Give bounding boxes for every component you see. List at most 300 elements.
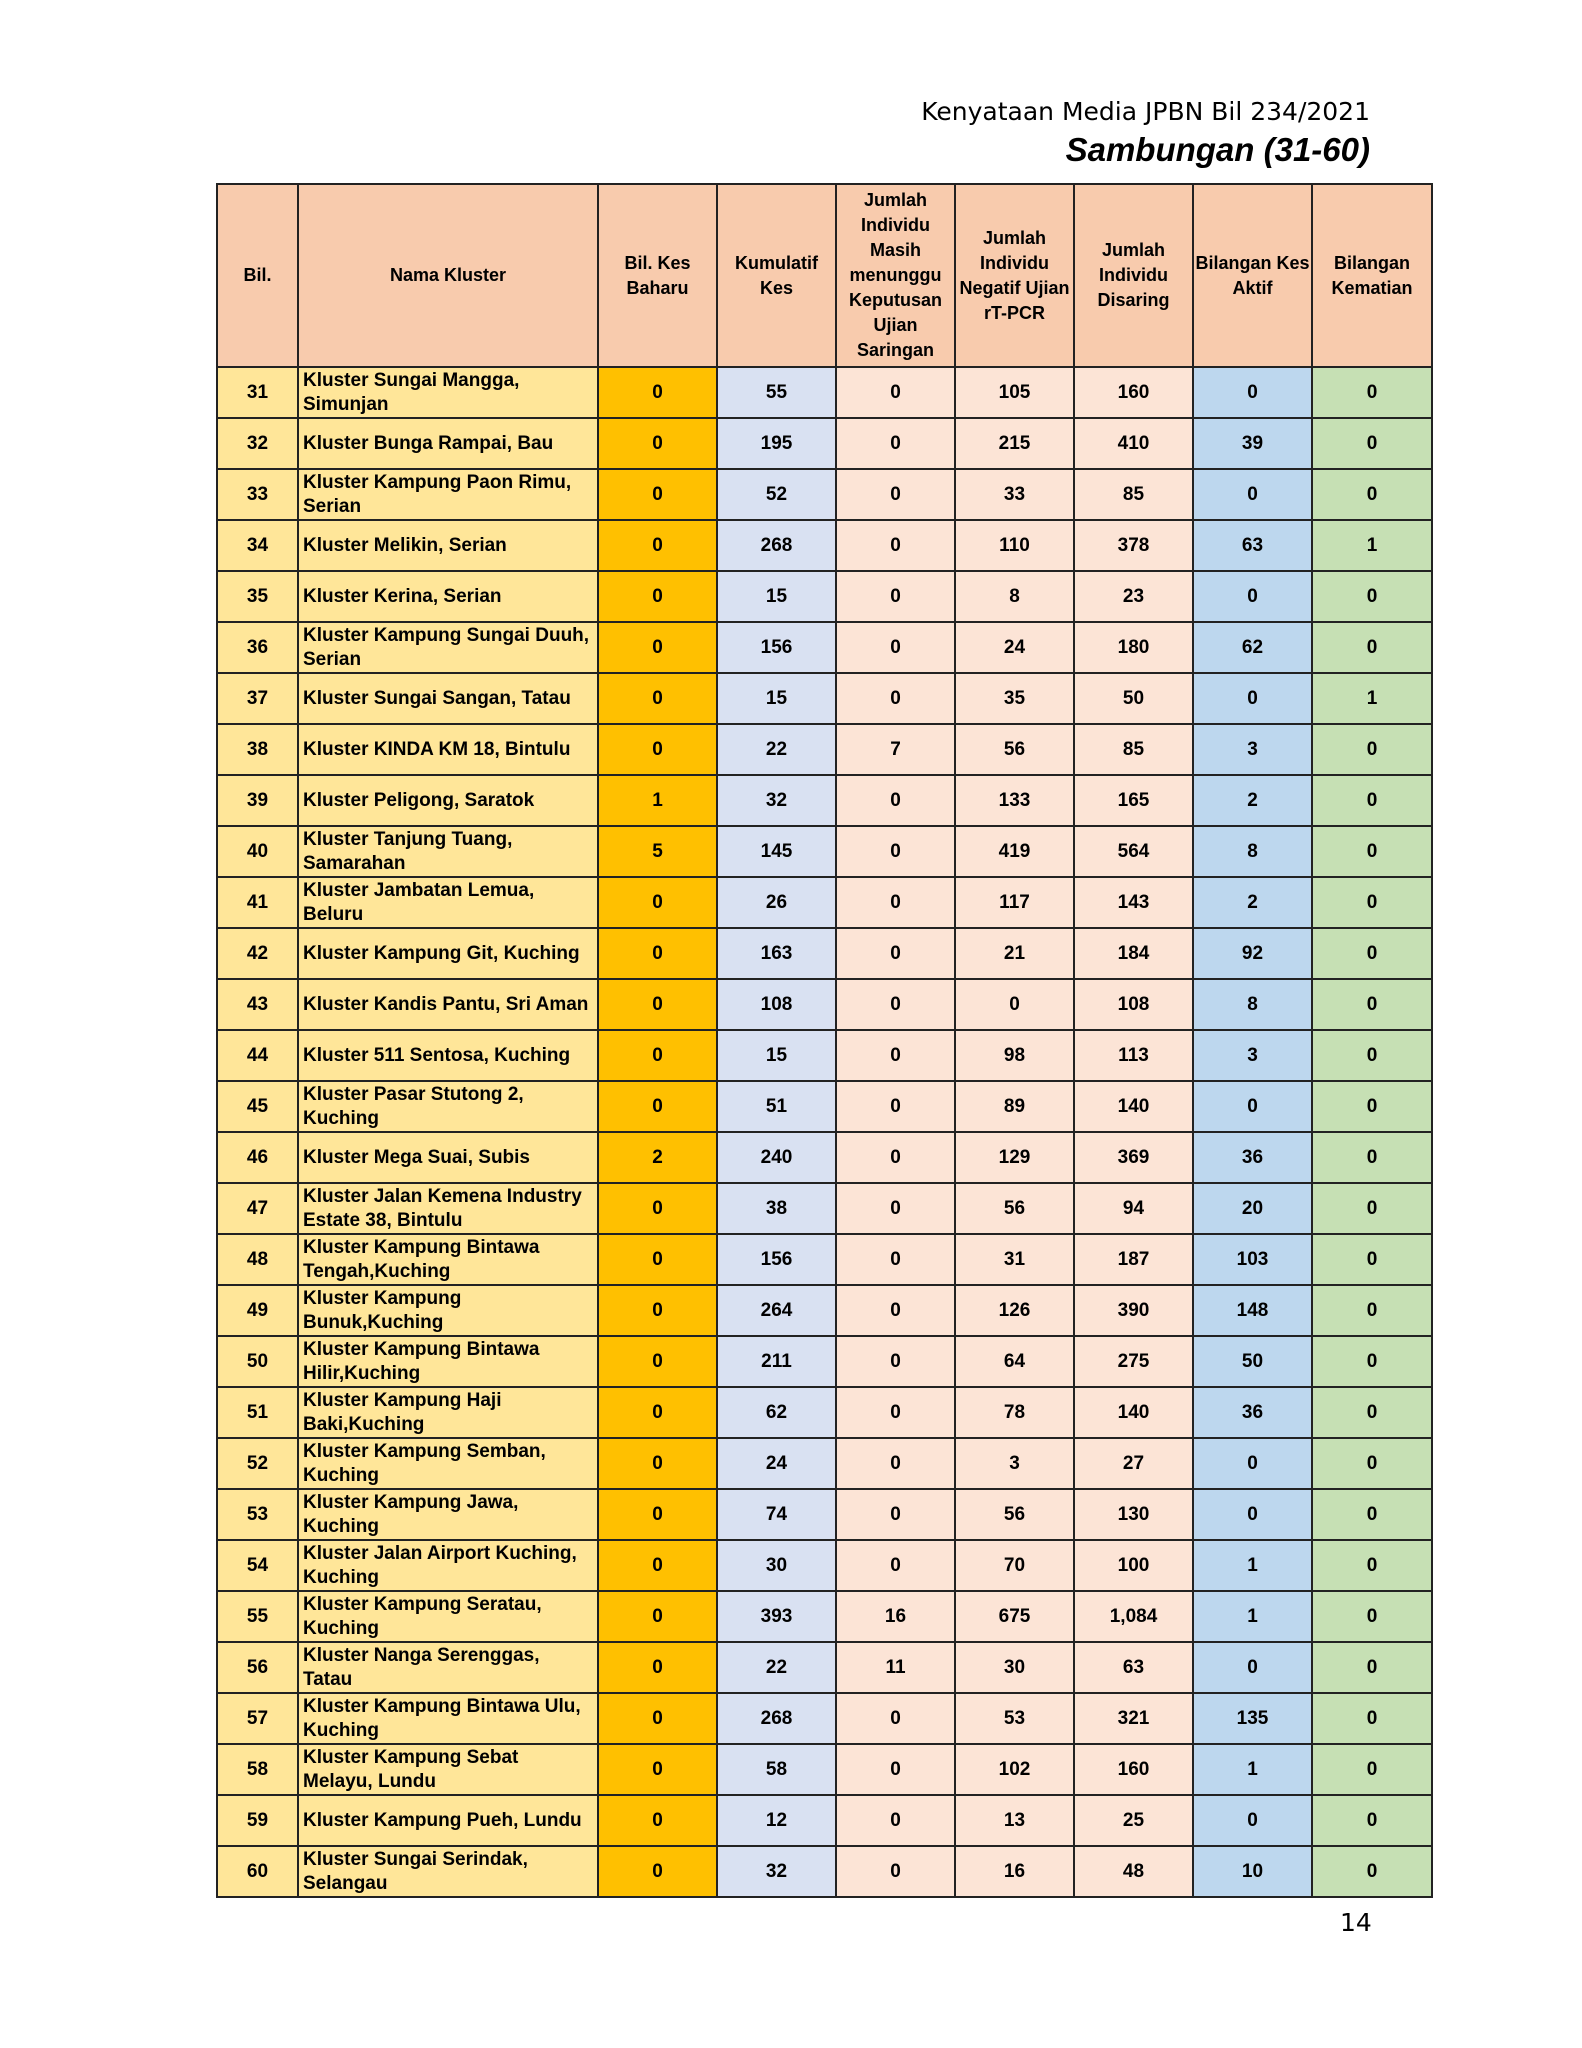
table-row bbox=[217, 1846, 1432, 1897]
cell-nama-kluster: Kluster Kampung Jawa, Kuching bbox=[298, 1489, 598, 1540]
cell-kes-baharu: 0 bbox=[598, 1846, 717, 1897]
cell-menunggu: 0 bbox=[836, 1846, 955, 1897]
cell-kumulatif: 32 bbox=[717, 775, 836, 826]
cell-kes-aktif: 8 bbox=[1193, 826, 1312, 877]
cell-disaring: 160 bbox=[1074, 1744, 1193, 1795]
cell-kes-aktif: 0 bbox=[1193, 673, 1312, 724]
cell-menunggu: 0 bbox=[836, 622, 955, 673]
cell-kumulatif: 58 bbox=[717, 1744, 836, 1795]
cell-negatif: 56 bbox=[955, 724, 1074, 775]
cell-negatif: 102 bbox=[955, 1744, 1074, 1795]
cell-negatif: 35 bbox=[955, 673, 1074, 724]
cell-menunggu: 0 bbox=[836, 1489, 955, 1540]
cell-negatif: 33 bbox=[955, 469, 1074, 520]
cell-menunggu: 0 bbox=[836, 826, 955, 877]
cell-nama-kluster: Kluster Kampung Semban, Kuching bbox=[298, 1438, 598, 1489]
cell-kematian: 0 bbox=[1312, 1030, 1432, 1081]
cell-negatif: 78 bbox=[955, 1387, 1074, 1438]
cell-kes-aktif: 1 bbox=[1193, 1540, 1312, 1591]
cell-kes-aktif: 0 bbox=[1193, 367, 1312, 418]
cell-kumulatif: 24 bbox=[717, 1438, 836, 1489]
cell-kematian: 0 bbox=[1312, 1285, 1432, 1336]
table-row bbox=[217, 1030, 1432, 1081]
table-row bbox=[217, 1183, 1432, 1234]
table-row bbox=[217, 1540, 1432, 1591]
cell-bil: 48 bbox=[217, 1234, 298, 1285]
cell-kes-aktif: 2 bbox=[1193, 877, 1312, 928]
cell-bil: 50 bbox=[217, 1336, 298, 1387]
cell-kematian: 0 bbox=[1312, 724, 1432, 775]
cell-menunggu: 7 bbox=[836, 724, 955, 775]
table-row bbox=[217, 1795, 1432, 1846]
cell-kes-baharu: 0 bbox=[598, 1387, 717, 1438]
cell-menunggu: 0 bbox=[836, 1438, 955, 1489]
table-row bbox=[217, 1693, 1432, 1744]
cell-kes-baharu: 0 bbox=[598, 1591, 717, 1642]
table-row bbox=[217, 520, 1432, 571]
cell-disaring: 48 bbox=[1074, 1846, 1193, 1897]
cell-kes-baharu: 0 bbox=[598, 928, 717, 979]
cell-kematian: 0 bbox=[1312, 1744, 1432, 1795]
cell-kes-aktif: 2 bbox=[1193, 775, 1312, 826]
cell-nama-kluster: Kluster Melikin, Serian bbox=[298, 520, 598, 571]
cell-nama-kluster: Kluster Kampung Sungai Duuh, Serian bbox=[298, 622, 598, 673]
cell-kes-aktif: 0 bbox=[1193, 1642, 1312, 1693]
cell-kumulatif: 156 bbox=[717, 1234, 836, 1285]
table-row bbox=[217, 1642, 1432, 1693]
cell-kes-baharu: 0 bbox=[598, 1795, 717, 1846]
table-row bbox=[217, 877, 1432, 928]
cell-menunggu: 11 bbox=[836, 1642, 955, 1693]
column-header-kes-baharu: Bil. Kes Baharu bbox=[598, 184, 717, 367]
cell-disaring: 160 bbox=[1074, 367, 1193, 418]
cell-kes-aktif: 10 bbox=[1193, 1846, 1312, 1897]
cell-kes-baharu: 0 bbox=[598, 1489, 717, 1540]
document-header bbox=[921, 94, 1370, 170]
column-header-kematian: Bilangan Kematian bbox=[1312, 184, 1432, 367]
media-statement-reference: Kenyataan Media JPBN Bil 234/2021 bbox=[921, 97, 1370, 126]
cell-kematian: 0 bbox=[1312, 1234, 1432, 1285]
cell-kumulatif: 393 bbox=[717, 1591, 836, 1642]
cell-kumulatif: 30 bbox=[717, 1540, 836, 1591]
cell-kes-aktif: 1 bbox=[1193, 1744, 1312, 1795]
cell-kes-aktif: 135 bbox=[1193, 1693, 1312, 1744]
cell-kes-baharu: 0 bbox=[598, 724, 717, 775]
cell-kes-baharu: 0 bbox=[598, 367, 717, 418]
cell-nama-kluster: Kluster Kampung Bintawa Ulu, Kuching bbox=[298, 1693, 598, 1744]
cell-nama-kluster: Kluster Kampung Bunuk,Kuching bbox=[298, 1285, 598, 1336]
cell-disaring: 140 bbox=[1074, 1081, 1193, 1132]
cell-bil: 39 bbox=[217, 775, 298, 826]
cell-kes-aktif: 20 bbox=[1193, 1183, 1312, 1234]
cell-nama-kluster: Kluster Kerina, Serian bbox=[298, 571, 598, 622]
cell-nama-kluster: Kluster Kampung Seratau, Kuching bbox=[298, 1591, 598, 1642]
cell-bil: 40 bbox=[217, 826, 298, 877]
cell-kes-aktif: 36 bbox=[1193, 1132, 1312, 1183]
cell-kematian: 0 bbox=[1312, 979, 1432, 1030]
cell-kes-baharu: 0 bbox=[598, 673, 717, 724]
cell-menunggu: 0 bbox=[836, 571, 955, 622]
cell-disaring: 140 bbox=[1074, 1387, 1193, 1438]
cell-nama-kluster: Kluster Jambatan Lemua, Beluru bbox=[298, 877, 598, 928]
cell-nama-kluster: Kluster Kampung Paon Rimu, Serian bbox=[298, 469, 598, 520]
cell-bil: 32 bbox=[217, 418, 298, 469]
cell-menunggu: 0 bbox=[836, 673, 955, 724]
column-header-disaring: Jumlah Individu Disaring bbox=[1074, 184, 1193, 367]
cell-bil: 44 bbox=[217, 1030, 298, 1081]
cell-kematian: 1 bbox=[1312, 520, 1432, 571]
cell-kematian: 0 bbox=[1312, 1081, 1432, 1132]
cell-kematian: 0 bbox=[1312, 1540, 1432, 1591]
table-row bbox=[217, 1285, 1432, 1336]
cell-kumulatif: 264 bbox=[717, 1285, 836, 1336]
cell-kes-baharu: 0 bbox=[598, 520, 717, 571]
cell-bil: 60 bbox=[217, 1846, 298, 1897]
cell-disaring: 100 bbox=[1074, 1540, 1193, 1591]
cell-kes-aktif: 36 bbox=[1193, 1387, 1312, 1438]
continuation-subtitle: Sambungan (31-60) bbox=[1065, 131, 1370, 168]
cell-bil: 59 bbox=[217, 1795, 298, 1846]
cell-negatif: 117 bbox=[955, 877, 1074, 928]
cell-kematian: 0 bbox=[1312, 1591, 1432, 1642]
cell-kematian: 0 bbox=[1312, 1642, 1432, 1693]
cell-kematian: 0 bbox=[1312, 1387, 1432, 1438]
cell-nama-kluster: Kluster Kampung Pueh, Lundu bbox=[298, 1795, 598, 1846]
cell-nama-kluster: Kluster Peligong, Saratok bbox=[298, 775, 598, 826]
cell-kes-baharu: 0 bbox=[598, 622, 717, 673]
cell-nama-kluster: Kluster Sungai Sangan, Tatau bbox=[298, 673, 598, 724]
cell-kes-aktif: 8 bbox=[1193, 979, 1312, 1030]
cell-kes-baharu: 0 bbox=[598, 1744, 717, 1795]
cell-kumulatif: 15 bbox=[717, 1030, 836, 1081]
cell-kes-baharu: 0 bbox=[598, 1030, 717, 1081]
cell-negatif: 110 bbox=[955, 520, 1074, 571]
cell-disaring: 378 bbox=[1074, 520, 1193, 571]
cell-menunggu: 0 bbox=[836, 1030, 955, 1081]
cell-nama-kluster: Kluster Mega Suai, Subis bbox=[298, 1132, 598, 1183]
cell-nama-kluster: Kluster Nanga Serenggas, Tatau bbox=[298, 1642, 598, 1693]
table-row bbox=[217, 571, 1432, 622]
cell-kes-baharu: 0 bbox=[598, 1234, 717, 1285]
column-header-bil: Bil. bbox=[217, 184, 298, 367]
cell-kumulatif: 145 bbox=[717, 826, 836, 877]
cell-nama-kluster: Kluster Kampung Bintawa Hilir,Kuching bbox=[298, 1336, 598, 1387]
cell-kumulatif: 195 bbox=[717, 418, 836, 469]
cell-negatif: 126 bbox=[955, 1285, 1074, 1336]
cell-bil: 42 bbox=[217, 928, 298, 979]
cell-menunggu: 0 bbox=[836, 928, 955, 979]
cell-kematian: 1 bbox=[1312, 673, 1432, 724]
cell-kematian: 0 bbox=[1312, 775, 1432, 826]
cell-bil: 56 bbox=[217, 1642, 298, 1693]
cell-kes-aktif: 0 bbox=[1193, 1489, 1312, 1540]
cell-kes-baharu: 0 bbox=[598, 1693, 717, 1744]
cell-kes-aktif: 39 bbox=[1193, 418, 1312, 469]
table-row bbox=[217, 928, 1432, 979]
cell-kematian: 0 bbox=[1312, 367, 1432, 418]
cell-menunggu: 0 bbox=[836, 1387, 955, 1438]
cell-kematian: 0 bbox=[1312, 1183, 1432, 1234]
table-row bbox=[217, 1081, 1432, 1132]
cell-kes-aktif: 63 bbox=[1193, 520, 1312, 571]
cell-bil: 31 bbox=[217, 367, 298, 418]
cell-bil: 38 bbox=[217, 724, 298, 775]
cell-bil: 43 bbox=[217, 979, 298, 1030]
cell-kematian: 0 bbox=[1312, 1795, 1432, 1846]
cell-disaring: 23 bbox=[1074, 571, 1193, 622]
cell-kes-aktif: 3 bbox=[1193, 724, 1312, 775]
cell-menunggu: 0 bbox=[836, 1183, 955, 1234]
cell-kumulatif: 15 bbox=[717, 673, 836, 724]
table-row bbox=[217, 622, 1432, 673]
cell-menunggu: 0 bbox=[836, 1081, 955, 1132]
cell-bil: 46 bbox=[217, 1132, 298, 1183]
cell-bil: 52 bbox=[217, 1438, 298, 1489]
cell-menunggu: 0 bbox=[836, 418, 955, 469]
cell-nama-kluster: Kluster Sungai Serindak, Selangau bbox=[298, 1846, 598, 1897]
cell-kes-baharu: 0 bbox=[598, 469, 717, 520]
column-header-kumulatif: Kumulatif Kes bbox=[717, 184, 836, 367]
cell-kes-baharu: 0 bbox=[598, 1540, 717, 1591]
cell-nama-kluster: Kluster Bunga Rampai, Bau bbox=[298, 418, 598, 469]
cell-disaring: 25 bbox=[1074, 1795, 1193, 1846]
cell-bil: 49 bbox=[217, 1285, 298, 1336]
cell-kes-aktif: 1 bbox=[1193, 1591, 1312, 1642]
cell-nama-kluster: Kluster Sungai Mangga, Simunjan bbox=[298, 367, 598, 418]
cell-kumulatif: 22 bbox=[717, 1642, 836, 1693]
cell-nama-kluster: Kluster 511 Sentosa, Kuching bbox=[298, 1030, 598, 1081]
cell-menunggu: 0 bbox=[836, 1285, 955, 1336]
cell-kes-baharu: 0 bbox=[598, 1081, 717, 1132]
cell-menunggu: 0 bbox=[836, 469, 955, 520]
cell-kematian: 0 bbox=[1312, 826, 1432, 877]
cell-bil: 55 bbox=[217, 1591, 298, 1642]
cell-kes-baharu: 0 bbox=[598, 1642, 717, 1693]
cell-negatif: 129 bbox=[955, 1132, 1074, 1183]
cell-kes-aktif: 62 bbox=[1193, 622, 1312, 673]
cell-kes-aktif: 0 bbox=[1193, 1438, 1312, 1489]
cell-kematian: 0 bbox=[1312, 1846, 1432, 1897]
cell-nama-kluster: Kluster KINDA KM 18, Bintulu bbox=[298, 724, 598, 775]
cell-negatif: 215 bbox=[955, 418, 1074, 469]
cell-disaring: 130 bbox=[1074, 1489, 1193, 1540]
cell-kumulatif: 74 bbox=[717, 1489, 836, 1540]
cell-nama-kluster: Kluster Tanjung Tuang, Samarahan bbox=[298, 826, 598, 877]
column-header-negatif: Jumlah Individu Negatif Ujian rT-PCR bbox=[955, 184, 1074, 367]
cell-negatif: 419 bbox=[955, 826, 1074, 877]
cell-kematian: 0 bbox=[1312, 469, 1432, 520]
cell-nama-kluster: Kluster Kampung Bintawa Tengah,Kuching bbox=[298, 1234, 598, 1285]
cell-kematian: 0 bbox=[1312, 1693, 1432, 1744]
cell-disaring: 85 bbox=[1074, 469, 1193, 520]
cell-negatif: 30 bbox=[955, 1642, 1074, 1693]
cell-menunggu: 0 bbox=[836, 1336, 955, 1387]
cell-kes-aktif: 148 bbox=[1193, 1285, 1312, 1336]
cell-nama-kluster: Kluster Jalan Airport Kuching, Kuching bbox=[298, 1540, 598, 1591]
cell-bil: 33 bbox=[217, 469, 298, 520]
cell-menunggu: 0 bbox=[836, 1795, 955, 1846]
cell-kes-aktif: 0 bbox=[1193, 469, 1312, 520]
cluster-table bbox=[216, 183, 1433, 1898]
cell-kematian: 0 bbox=[1312, 622, 1432, 673]
column-header-kes-aktif: Bilangan Kes Aktif bbox=[1193, 184, 1312, 367]
cell-kes-aktif: 0 bbox=[1193, 1795, 1312, 1846]
table-row bbox=[217, 418, 1432, 469]
cluster-table-body bbox=[217, 367, 1432, 1897]
cell-disaring: 143 bbox=[1074, 877, 1193, 928]
cell-menunggu: 0 bbox=[836, 1132, 955, 1183]
cell-negatif: 56 bbox=[955, 1183, 1074, 1234]
cell-kes-baharu: 0 bbox=[598, 877, 717, 928]
cell-kes-aktif: 103 bbox=[1193, 1234, 1312, 1285]
table-row bbox=[217, 1744, 1432, 1795]
cell-menunggu: 0 bbox=[836, 877, 955, 928]
page-number: 14 bbox=[1340, 1908, 1372, 1937]
cell-kumulatif: 32 bbox=[717, 1846, 836, 1897]
cell-menunggu: 0 bbox=[836, 520, 955, 571]
cell-disaring: 108 bbox=[1074, 979, 1193, 1030]
cell-kes-baharu: 5 bbox=[598, 826, 717, 877]
cell-disaring: 187 bbox=[1074, 1234, 1193, 1285]
cell-kumulatif: 268 bbox=[717, 1693, 836, 1744]
cell-kumulatif: 268 bbox=[717, 520, 836, 571]
cell-bil: 57 bbox=[217, 1693, 298, 1744]
cell-disaring: 165 bbox=[1074, 775, 1193, 826]
cell-disaring: 275 bbox=[1074, 1336, 1193, 1387]
cell-disaring: 321 bbox=[1074, 1693, 1193, 1744]
cell-menunggu: 0 bbox=[836, 775, 955, 826]
cell-bil: 45 bbox=[217, 1081, 298, 1132]
cell-menunggu: 0 bbox=[836, 1693, 955, 1744]
cell-nama-kluster: Kluster Pasar Stutong 2, Kuching bbox=[298, 1081, 598, 1132]
table-row bbox=[217, 1489, 1432, 1540]
table-row bbox=[217, 724, 1432, 775]
cell-negatif: 21 bbox=[955, 928, 1074, 979]
table-row bbox=[217, 1132, 1432, 1183]
table-header-row bbox=[217, 184, 1432, 367]
table-row bbox=[217, 1336, 1432, 1387]
cell-menunggu: 0 bbox=[836, 1234, 955, 1285]
cell-nama-kluster: Kluster Kandis Pantu, Sri Aman bbox=[298, 979, 598, 1030]
cell-kematian: 0 bbox=[1312, 1489, 1432, 1540]
cell-kumulatif: 55 bbox=[717, 367, 836, 418]
cell-disaring: 94 bbox=[1074, 1183, 1193, 1234]
cell-nama-kluster: Kluster Kampung Haji Baki,Kuching bbox=[298, 1387, 598, 1438]
cell-kes-baharu: 1 bbox=[598, 775, 717, 826]
cell-kes-baharu: 0 bbox=[598, 571, 717, 622]
table-row bbox=[217, 1591, 1432, 1642]
cell-negatif: 70 bbox=[955, 1540, 1074, 1591]
cell-kumulatif: 108 bbox=[717, 979, 836, 1030]
cell-disaring: 180 bbox=[1074, 622, 1193, 673]
table-row bbox=[217, 1387, 1432, 1438]
cell-negatif: 0 bbox=[955, 979, 1074, 1030]
cell-kes-baharu: 0 bbox=[598, 1438, 717, 1489]
cell-kematian: 0 bbox=[1312, 1336, 1432, 1387]
cell-nama-kluster: Kluster Kampung Git, Kuching bbox=[298, 928, 598, 979]
table-row bbox=[217, 775, 1432, 826]
table-row bbox=[217, 1438, 1432, 1489]
cell-nama-kluster: Kluster Jalan Kemena Industry Estate 38, Bintulu bbox=[298, 1183, 598, 1234]
cell-kes-aktif: 0 bbox=[1193, 1081, 1312, 1132]
cell-negatif: 675 bbox=[955, 1591, 1074, 1642]
cell-disaring: 113 bbox=[1074, 1030, 1193, 1081]
cell-menunggu: 16 bbox=[836, 1591, 955, 1642]
cell-disaring: 50 bbox=[1074, 673, 1193, 724]
cell-bil: 53 bbox=[217, 1489, 298, 1540]
cell-kumulatif: 156 bbox=[717, 622, 836, 673]
cell-disaring: 184 bbox=[1074, 928, 1193, 979]
cell-kumulatif: 51 bbox=[717, 1081, 836, 1132]
cell-kumulatif: 26 bbox=[717, 877, 836, 928]
table-row bbox=[217, 367, 1432, 418]
cell-menunggu: 0 bbox=[836, 367, 955, 418]
cell-menunggu: 0 bbox=[836, 1540, 955, 1591]
column-header-nama-kluster: Nama Kluster bbox=[298, 184, 598, 367]
cell-kematian: 0 bbox=[1312, 418, 1432, 469]
cell-disaring: 85 bbox=[1074, 724, 1193, 775]
cell-kematian: 0 bbox=[1312, 877, 1432, 928]
cell-bil: 36 bbox=[217, 622, 298, 673]
cell-bil: 37 bbox=[217, 673, 298, 724]
table-row bbox=[217, 826, 1432, 877]
cell-bil: 35 bbox=[217, 571, 298, 622]
cell-kes-baharu: 0 bbox=[598, 979, 717, 1030]
cell-kumulatif: 62 bbox=[717, 1387, 836, 1438]
cell-kematian: 0 bbox=[1312, 928, 1432, 979]
cell-negatif: 53 bbox=[955, 1693, 1074, 1744]
cell-negatif: 133 bbox=[955, 775, 1074, 826]
table-row bbox=[217, 1234, 1432, 1285]
cell-bil: 41 bbox=[217, 877, 298, 928]
cell-kumulatif: 211 bbox=[717, 1336, 836, 1387]
cell-negatif: 64 bbox=[955, 1336, 1074, 1387]
cell-kumulatif: 163 bbox=[717, 928, 836, 979]
cell-disaring: 564 bbox=[1074, 826, 1193, 877]
cell-disaring: 410 bbox=[1074, 418, 1193, 469]
cell-negatif: 13 bbox=[955, 1795, 1074, 1846]
table-row bbox=[217, 469, 1432, 520]
cell-bil: 54 bbox=[217, 1540, 298, 1591]
cell-negatif: 24 bbox=[955, 622, 1074, 673]
cell-kumulatif: 38 bbox=[717, 1183, 836, 1234]
cell-kematian: 0 bbox=[1312, 1438, 1432, 1489]
cell-kumulatif: 22 bbox=[717, 724, 836, 775]
cell-negatif: 31 bbox=[955, 1234, 1074, 1285]
cell-bil: 58 bbox=[217, 1744, 298, 1795]
column-header-menunggu: Jumlah Individu Masih menunggu Keputusan Ujian Saringan bbox=[836, 184, 955, 367]
cell-kes-aktif: 92 bbox=[1193, 928, 1312, 979]
cell-bil: 51 bbox=[217, 1387, 298, 1438]
table-row bbox=[217, 673, 1432, 724]
cell-bil: 47 bbox=[217, 1183, 298, 1234]
cell-kes-baharu: 0 bbox=[598, 1183, 717, 1234]
cell-bil: 34 bbox=[217, 520, 298, 571]
cell-negatif: 8 bbox=[955, 571, 1074, 622]
cell-kes-aktif: 3 bbox=[1193, 1030, 1312, 1081]
cell-kumulatif: 52 bbox=[717, 469, 836, 520]
cell-menunggu: 0 bbox=[836, 979, 955, 1030]
table-row bbox=[217, 979, 1432, 1030]
cell-disaring: 27 bbox=[1074, 1438, 1193, 1489]
cell-kumulatif: 12 bbox=[717, 1795, 836, 1846]
cell-disaring: 1,084 bbox=[1074, 1591, 1193, 1642]
cell-negatif: 105 bbox=[955, 367, 1074, 418]
cell-kes-baharu: 0 bbox=[598, 1336, 717, 1387]
cell-kes-baharu: 0 bbox=[598, 418, 717, 469]
cell-disaring: 369 bbox=[1074, 1132, 1193, 1183]
cell-kematian: 0 bbox=[1312, 1132, 1432, 1183]
